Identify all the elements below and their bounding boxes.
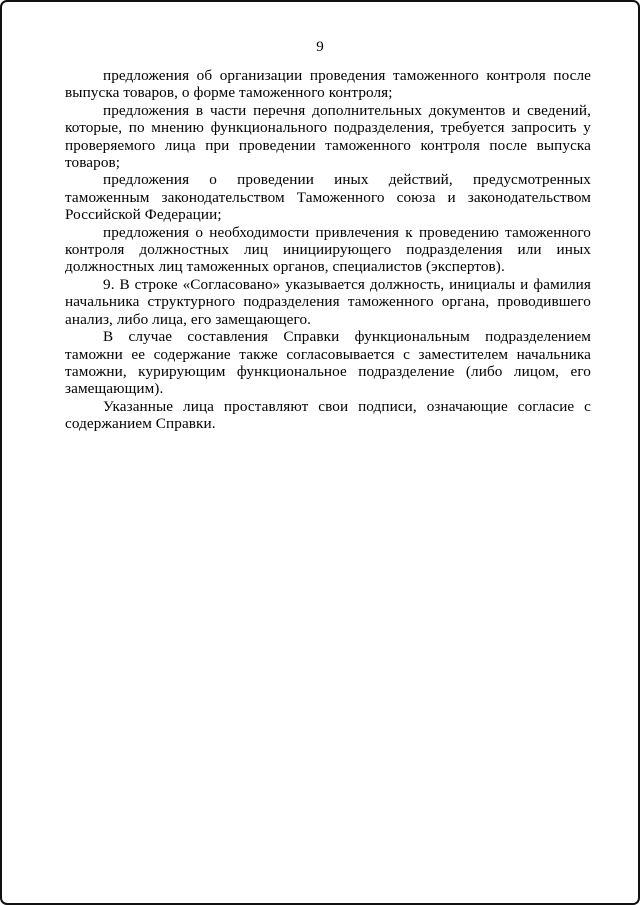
paragraph-proposals-control-form: предложения об организации проведения таможенного контроля после выпуска товаров, о форме таможенного контроля;	[65, 67, 591, 102]
paragraph-signatures: Указанные лица проставляют свои подписи, означающие согласие с содержанием Справки.	[65, 397, 591, 433]
paragraph-proposals-other-actions: предложения о проведении иных действий, предусмотренных таможенным законодательством Таможенного союза и законодательством Российской Федерации;	[65, 171, 591, 224]
page-number: 9	[316, 39, 324, 55]
document-body	[65, 67, 591, 433]
paragraph-proposals-officials-involvement: предложения о необходимости привлечения к проведению таможенного контроля должностных лиц инициирующего подразделения или иных должностных лиц таможенных органов, специалистов (экспертов).	[65, 223, 591, 276]
paragraph-spravka-approval: В случае составления Справки функциональным подразделением таможни ее содержание также согласовывается с заместителем начальника таможни, курирующим функциональное подразделение (либо лицом, его замещающим).	[65, 328, 591, 398]
paragraph-item-9-soglasovano: 9. В строке «Согласовано» указывается должность, инициалы и фамилия начальника структурного подразделения таможенного органа, проводившего анализ, либо лица, его замещающего.	[65, 275, 591, 328]
paragraph-proposals-additional-documents: предложения в части перечня дополнительных документов и сведений, которые, по мнению функционального подразделения, требуется запросить у проверяемого лица при проведении таможенного контроля после выпуска товаров;	[65, 101, 591, 172]
